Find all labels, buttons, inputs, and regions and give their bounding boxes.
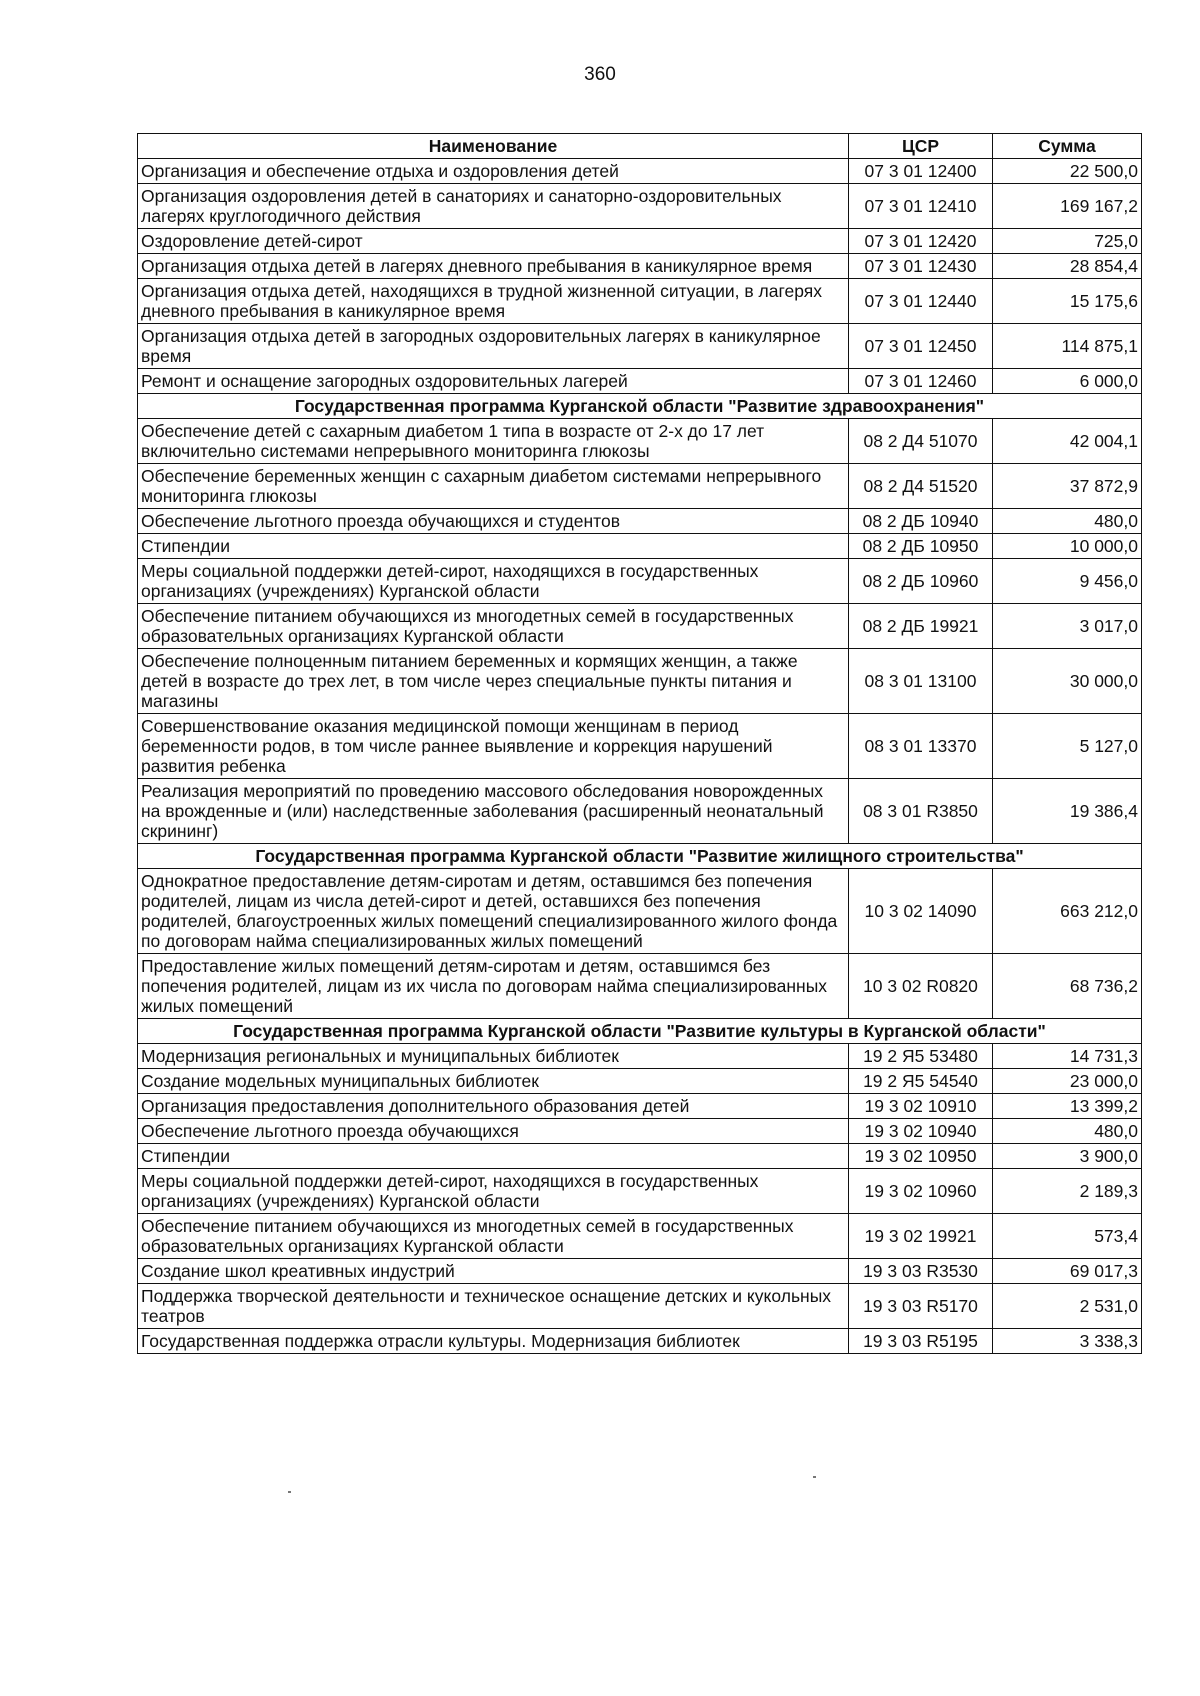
table-row [138,1069,1142,1094]
row-code-cell: 19 3 03 R3530 [849,1259,993,1284]
program-heading-row [138,394,1142,419]
row-name-cell: Обеспечение льготного проезда обучающихся [138,1119,849,1144]
row-sum-cell: 2 189,3 [993,1169,1142,1214]
row-name-cell: Обеспечение беременных женщин с сахарным диабетом системами непрерывного мониторинга глюкозы [138,464,849,509]
table-body [138,159,1142,1354]
table-row [138,184,1142,229]
row-name-cell: Меры социальной поддержки детей-сирот, находящихся в государственных организациях (учреждениях) Курганской области [138,1169,849,1214]
row-name-cell: Поддержка творческой деятельности и техническое оснащение детских и кукольных театров [138,1284,849,1329]
scan-speck [813,1476,816,1478]
row-code-cell: 08 2 Д4 51520 [849,464,993,509]
row-code-cell: 19 3 02 10910 [849,1094,993,1119]
row-code-cell: 08 2 ДБ 19921 [849,604,993,649]
row-name-cell: Обеспечение детей с сахарным диабетом 1 типа в возрасте от 2-х до 17 лет включительно системами непрерывного мониторинга глюкозы [138,419,849,464]
row-code-cell: 10 3 02 R0820 [849,954,993,1019]
table-row [138,559,1142,604]
row-name-cell: Обеспечение питанием обучающихся из многодетных семей в государственных образовательных организациях Курганской области [138,1214,849,1259]
row-sum-cell: 725,0 [993,229,1142,254]
table-row [138,1044,1142,1069]
row-sum-cell: 480,0 [993,509,1142,534]
row-code-cell: 08 2 ДБ 10950 [849,534,993,559]
row-name-cell: Модернизация региональных и муниципальных библиотек [138,1044,849,1069]
program-heading: Государственная программа Курганской области "Развитие культуры в Курганской области" [138,1019,1142,1044]
program-heading: Государственная программа Курганской области "Развитие здравоохранения" [138,394,1142,419]
row-sum-cell: 5 127,0 [993,714,1142,779]
table-row [138,1119,1142,1144]
table-row [138,954,1142,1019]
row-name-cell: Реализация мероприятий по проведению массового обследования новорожденных на врожденные и (или) наследственные заболевания (расширенный неонатальный скрининг) [138,779,849,844]
row-code-cell: 19 3 03 R5170 [849,1284,993,1329]
table-row [138,1169,1142,1214]
row-code-cell: 07 3 01 12400 [849,159,993,184]
row-sum-cell: 573,4 [993,1214,1142,1259]
table-row [138,509,1142,534]
row-sum-cell: 15 175,6 [993,279,1142,324]
row-code-cell: 08 2 ДБ 10960 [849,559,993,604]
row-code-cell: 08 3 01 13100 [849,649,993,714]
row-code-cell: 19 2 Я5 54540 [849,1069,993,1094]
table-row [138,1094,1142,1119]
row-code-cell: 07 3 01 12450 [849,324,993,369]
row-name-cell: Меры социальной поддержки детей-сирот, находящихся в государственных организациях (учреждениях) Курганской области [138,559,849,604]
table-row [138,779,1142,844]
row-name-cell: Обеспечение питанием обучающихся из многодетных семей в государственных образовательных организациях Курганской области [138,604,849,649]
program-heading: Государственная программа Курганской области "Развитие жилищного строительства" [138,844,1142,869]
row-code-cell: 19 3 02 10950 [849,1144,993,1169]
row-sum-cell: 13 399,2 [993,1094,1142,1119]
row-code-cell: 19 3 02 10940 [849,1119,993,1144]
row-sum-cell: 480,0 [993,1119,1142,1144]
row-name-cell: Однократное предоставление детям-сиротам и детям, оставшимся без попечения родителей, лицам из числа детей-сирот и детей, оставшихся без попечения родителей, благоустроенных жилых помещений специализированного жилого фонда по договорам найма специализированных жилых помещений [138,869,849,954]
table-row [138,714,1142,779]
row-code-cell: 08 3 01 13370 [849,714,993,779]
row-code-cell: 10 3 02 14090 [849,869,993,954]
row-sum-cell: 3 900,0 [993,1144,1142,1169]
row-sum-cell: 6 000,0 [993,369,1142,394]
row-name-cell: Создание школ креативных индустрий [138,1259,849,1284]
row-name-cell: Организация отдыха детей в загородных оздоровительных лагерях в каникулярное время [138,324,849,369]
row-name-cell: Обеспечение льготного проезда обучающихся и студентов [138,509,849,534]
row-code-cell: 08 3 01 R3850 [849,779,993,844]
header-code: ЦСР [849,134,993,159]
row-name-cell: Оздоровление детей-сирот [138,229,849,254]
header-name: Наименование [138,134,849,159]
row-code-cell: 07 3 01 12460 [849,369,993,394]
row-name-cell: Организация отдыха детей в лагерях дневного пребывания в каникулярное время [138,254,849,279]
row-code-cell: 07 3 01 12420 [849,229,993,254]
row-sum-cell: 28 854,4 [993,254,1142,279]
row-name-cell: Совершенствование оказания медицинской помощи женщинам в период беременности родов, в том числе раннее выявление и коррекция нарушений развития ребенка [138,714,849,779]
table-row [138,254,1142,279]
row-name-cell: Организация предоставления дополнительного образования детей [138,1094,849,1119]
row-sum-cell: 22 500,0 [993,159,1142,184]
row-name-cell: Организация оздоровления детей в санаториях и санаторно-оздоровительных лагерях круглогодичного действия [138,184,849,229]
table-row [138,604,1142,649]
row-code-cell: 19 3 02 10960 [849,1169,993,1214]
table-row [138,324,1142,369]
table-row [138,279,1142,324]
table-row [138,649,1142,714]
table-row [138,534,1142,559]
row-sum-cell: 30 000,0 [993,649,1142,714]
row-name-cell: Создание модельных муниципальных библиотек [138,1069,849,1094]
row-name-cell: Стипендии [138,534,849,559]
table-row [138,1329,1142,1354]
row-sum-cell: 663 212,0 [993,869,1142,954]
row-sum-cell: 3 017,0 [993,604,1142,649]
row-sum-cell: 19 386,4 [993,779,1142,844]
row-name-cell: Стипендии [138,1144,849,1169]
table-row [138,419,1142,464]
table-row [138,1144,1142,1169]
row-sum-cell: 10 000,0 [993,534,1142,559]
row-sum-cell: 14 731,3 [993,1044,1142,1069]
program-heading-row [138,1019,1142,1044]
row-code-cell: 19 3 03 R5195 [849,1329,993,1354]
program-heading-row [138,844,1142,869]
row-sum-cell: 68 736,2 [993,954,1142,1019]
row-name-cell: Обеспечение полноценным питанием беременных и кормящих женщин, а также детей в возрасте до трех лет, в том числе через специальные пункты питания и магазины [138,649,849,714]
row-code-cell: 08 2 ДБ 10940 [849,509,993,534]
table-row [138,869,1142,954]
table-row [138,159,1142,184]
row-sum-cell: 2 531,0 [993,1284,1142,1329]
scan-speck [288,1491,291,1493]
table-row [138,1259,1142,1284]
budget-table [137,133,1142,1354]
row-code-cell: 07 3 01 12440 [849,279,993,324]
row-sum-cell: 42 004,1 [993,419,1142,464]
row-name-cell: Государственная поддержка отрасли культуры. Модернизация библиотек [138,1329,849,1354]
page-number: 360 [584,64,616,85]
row-sum-cell: 3 338,3 [993,1329,1142,1354]
row-sum-cell: 23 000,0 [993,1069,1142,1094]
row-code-cell: 07 3 01 12430 [849,254,993,279]
row-sum-cell: 114 875,1 [993,324,1142,369]
table-header-row [138,134,1142,159]
row-sum-cell: 169 167,2 [993,184,1142,229]
table-row [138,464,1142,509]
row-code-cell: 07 3 01 12410 [849,184,993,229]
table-row [138,1284,1142,1329]
row-code-cell: 19 2 Я5 53480 [849,1044,993,1069]
row-name-cell: Предоставление жилых помещений детям-сиротам и детям, оставшимся без попечения родителей, лицам из их числа по договорам найма специализированных жилых помещений [138,954,849,1019]
row-name-cell: Организация и обеспечение отдыха и оздоровления детей [138,159,849,184]
row-sum-cell: 9 456,0 [993,559,1142,604]
header-sum: Сумма [993,134,1142,159]
table-row [138,229,1142,254]
row-name-cell: Ремонт и оснащение загородных оздоровительных лагерей [138,369,849,394]
table-row [138,369,1142,394]
row-sum-cell: 69 017,3 [993,1259,1142,1284]
row-code-cell: 19 3 02 19921 [849,1214,993,1259]
table-row [138,1214,1142,1259]
row-code-cell: 08 2 Д4 51070 [849,419,993,464]
row-sum-cell: 37 872,9 [993,464,1142,509]
row-name-cell: Организация отдыха детей, находящихся в трудной жизненной ситуации, в лагерях дневного пребывания в каникулярное время [138,279,849,324]
